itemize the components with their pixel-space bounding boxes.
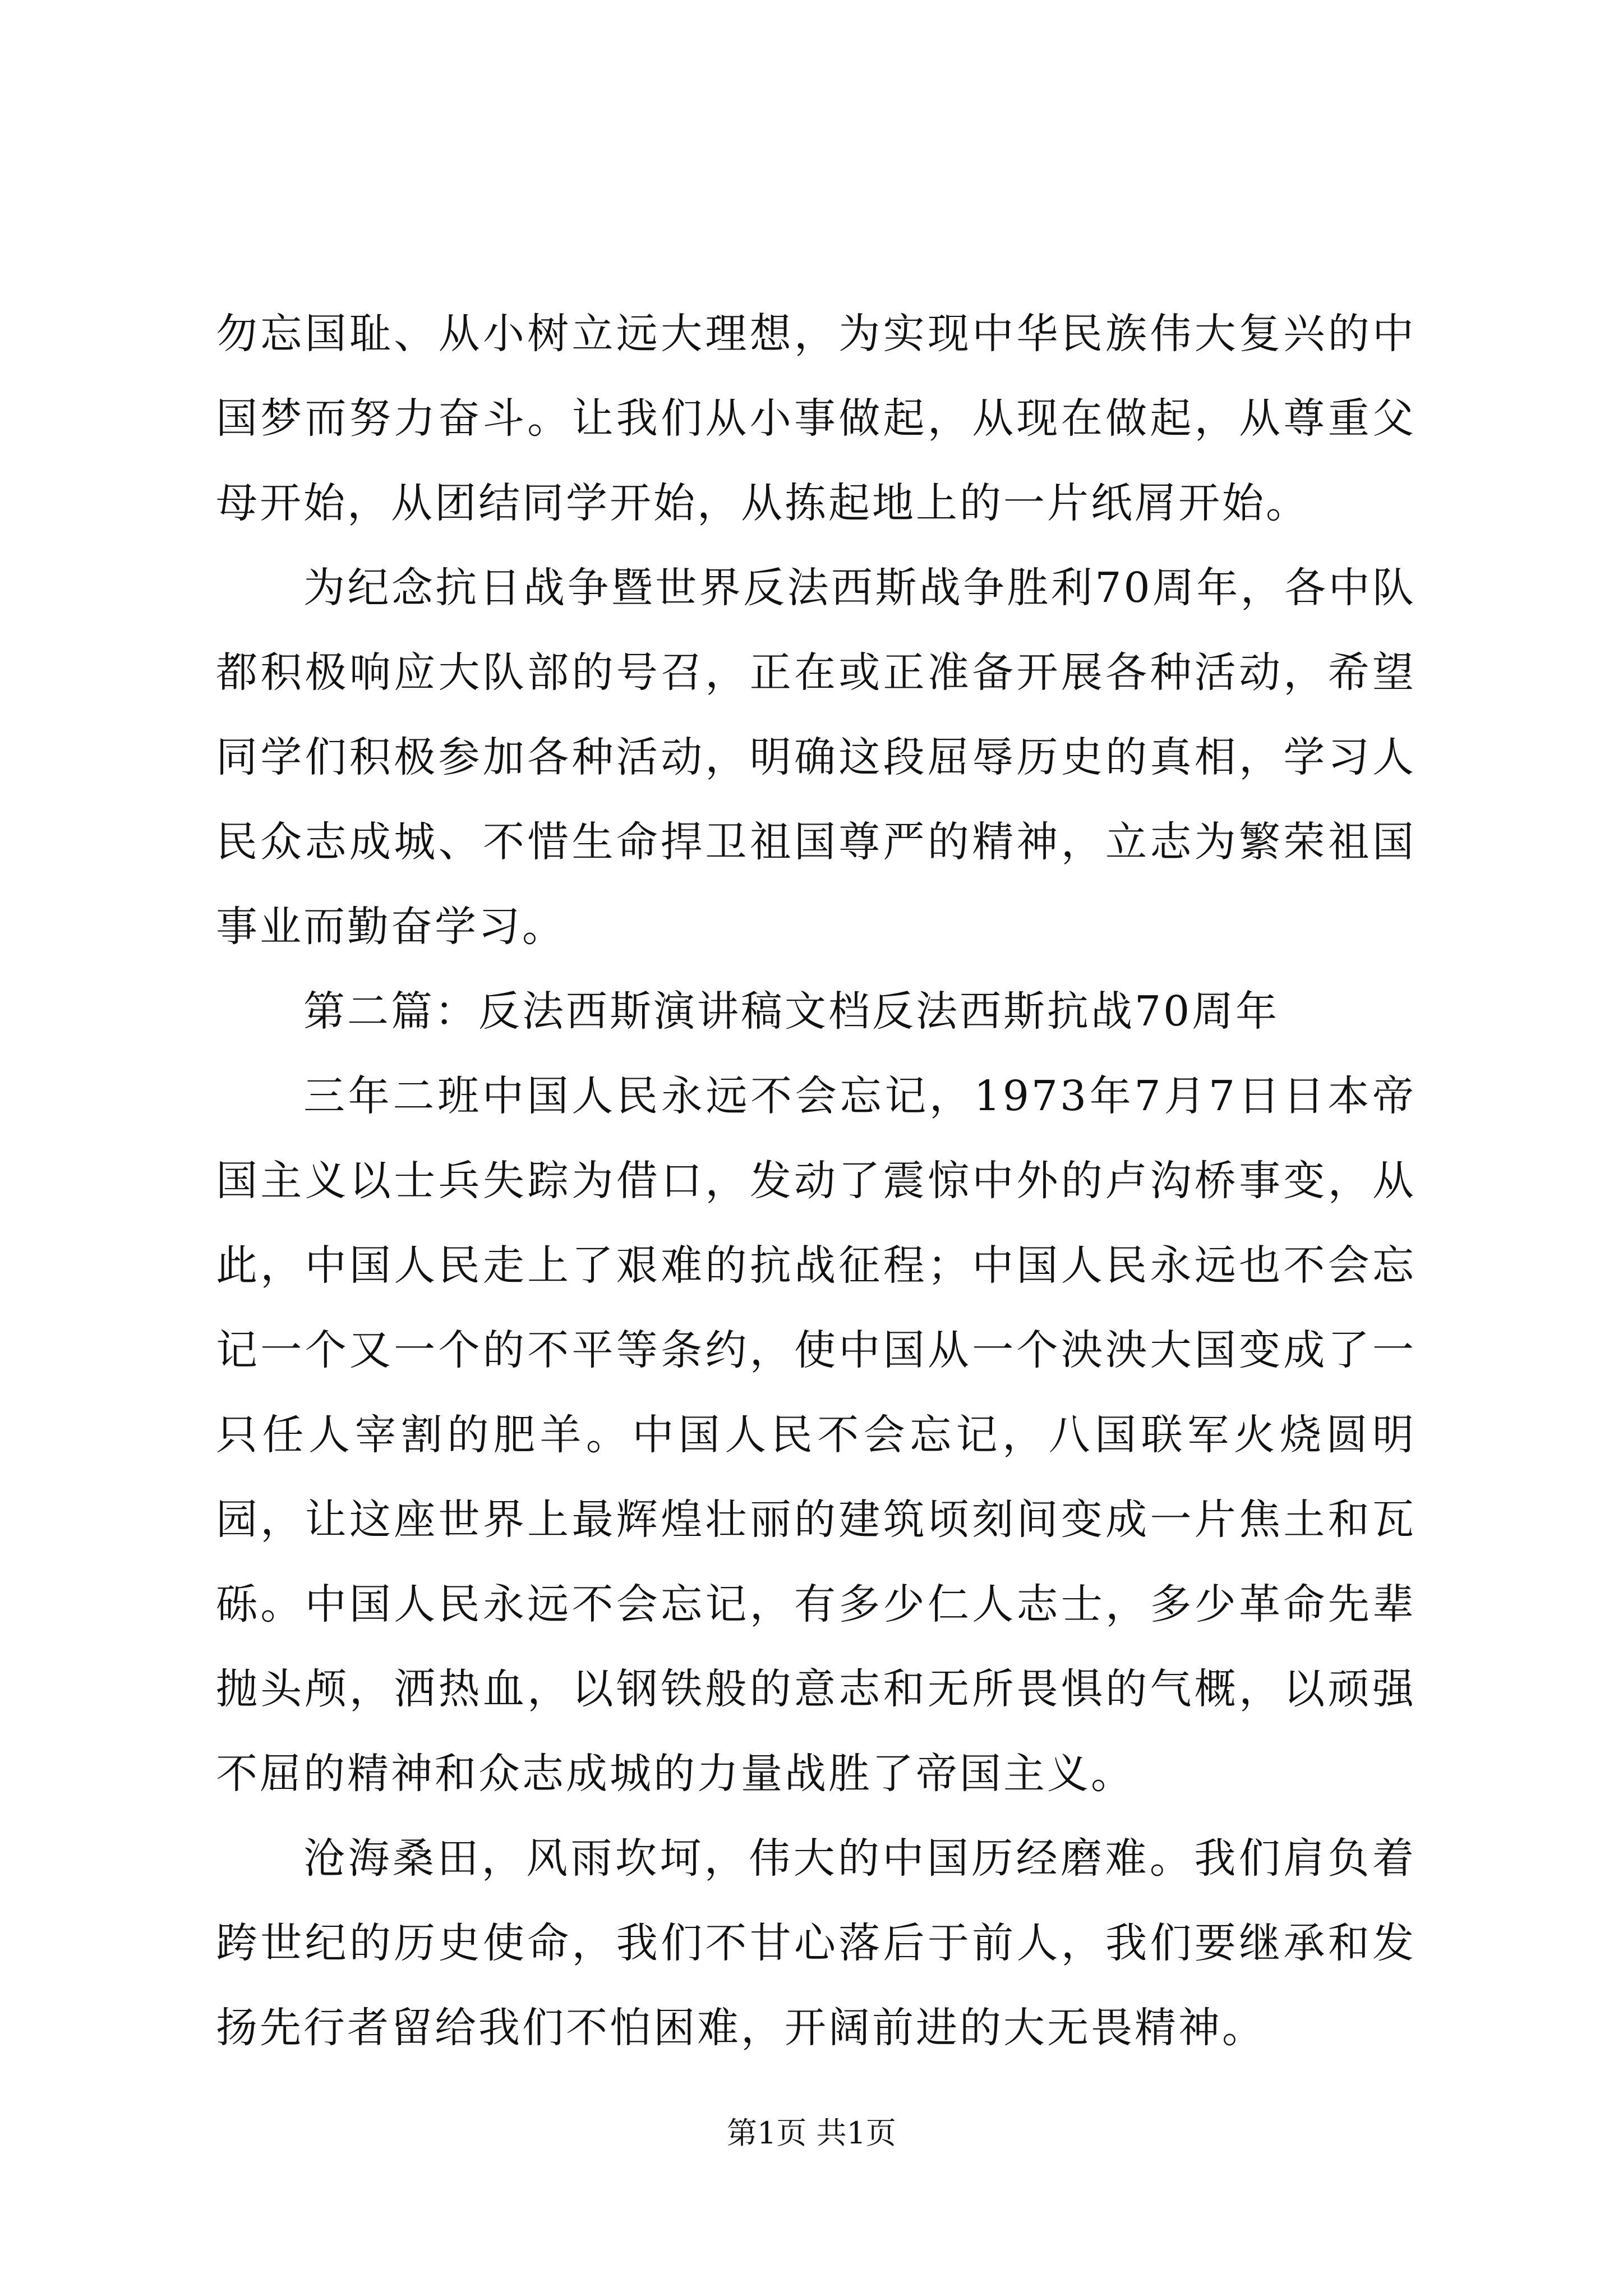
paragraph-4: 沧海桑田，风雨坎坷，伟大的中国历经磨难。我们肩负着跨世纪的历史使命，我们不甘心落后于前人，我们要继承和发扬先行者留给我们不怕困难，开阔前进的大无畏精神。 <box>216 1834 1416 2052</box>
page-footer <box>0 2114 1623 2153</box>
page-number-label: 第1页 共1页 <box>727 2115 896 2151</box>
document-body <box>216 292 1416 2070</box>
paragraph-2: 为纪念抗日战争暨世界反法西斯战争胜利70周年，各中队都积极响应大队部的号召，正在或正准备开展各种活动，希望同学们积极参加各种活动，明确这段屈辱历史的真相，学习人民众志成城、不惜生命捍卫祖国尊严的精神，立志为繁荣祖国事业而勤奋学习。 <box>216 564 1416 951</box>
paragraph-3: 三年二班中国人民永远不会忘记，1973年7月7日日本帝国主义以士兵失踪为借口，发动了震惊中外的卢沟桥事变，从此，中国人民走上了艰难的抗战征程；中国人民永远也不会忘记一个又一个的不平等条约，使中国从一个泱泱大国变成了一只任人宰割的肥羊。中国人民不会忘记，八国联军火烧圆明园，让这座世界上最辉煌壮丽的建筑顷刻间变成一片焦土和瓦砾。中国人民永远不会忘记，有多少仁人志士，多少革命先辈抛头颅，洒热血，以钢铁般的意志和无所畏惧的气概，以顽强不屈的精神和众志成城的力量战胜了帝国主义。 <box>216 1072 1416 1798</box>
section-heading: 第二篇：反法西斯演讲稿文档反法西斯抗战70周年 <box>303 987 1280 1036</box>
paragraph-1: 勿忘国耻、从小树立远大理想，为实现中华民族伟大复兴的中国梦而努力奋斗。让我们从小事做起，从现在做起，从尊重父母开始，从团结同学开始，从拣起地上的一片纸屑开始。 <box>216 310 1416 527</box>
